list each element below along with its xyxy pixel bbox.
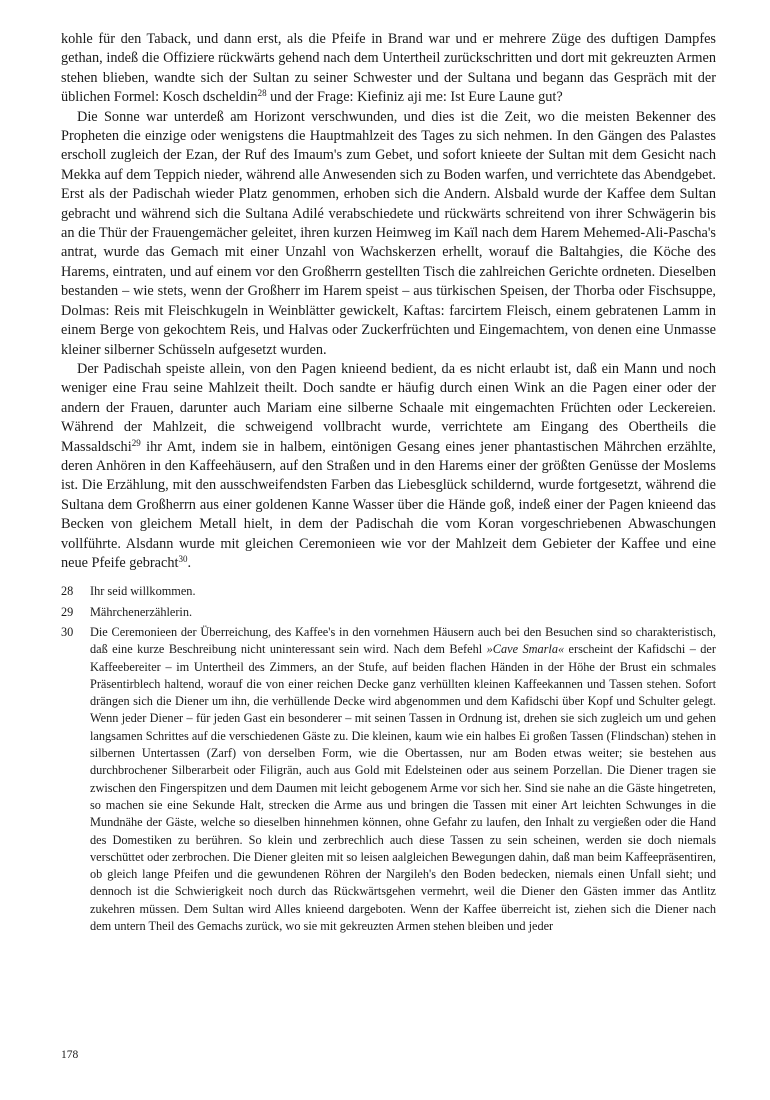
footnote-number: 30 (61, 624, 74, 639)
paragraph-3 (61, 360, 716, 573)
paragraph-1 (61, 30, 716, 108)
footnote-28 (61, 583, 716, 600)
footnote-text: Ihr seid willkommen. (90, 584, 196, 599)
footnote-number: 29 (61, 604, 74, 619)
footnote-text-start: Die Ceremonieen der Überreichung, des Kaffee's in den vornehmen Häusern auch bei den Besuchen sind so charakteristisch, daß eine kurze Beschreibung nicht uninteressant sein wird. Nach dem Befehl (90, 624, 716, 657)
footnote-number: 28 (61, 584, 74, 599)
footnote-text-rest: erscheint der Kafidschi – der Kaffeebereiter – im Untertheil des Zimmers, an der Stufe, auf beiden flachen Händen in der Höhe der Brust ein schmales Präsentirblech haltend, worauf die von einer reichen Decke ganz verhüllten kleinen Kaffeekannen und Tassen stehen. Sofort drängen sich die Diener um ihn, die verhüllende Decke wird abgenommen und dem Kafidschi über Kopf und Schulter gelegt. Wenn jeder Diener – für jeden Gast ein besonderer – mit seinen Tassen in Ordnung ist, drehen sie sich zugleich um und gehen langsamen Schrittes auf die verschiedenen Gäste zu. Die kleinen, kaum wie ein halbes Ei großen Tassen (Flindschan) stehen in silbernen Untertassen (Zarf) von derselben Form, wie die Obertassen, nur am Boden etwas weiter; sie bestehen aus durchbrochener Silberarbeit oder Filigrän, auch aus Gold mit Edelsteinen oder aus seinem Porzellan. Die Diener tragen sie zwischen den Fingerspitzen und dem Daumen mit leicht gebogenem Arme vor sich her. Sind sie nahe an die Gäste hingetreten, so machen sie eine Sekunde Halt, strecken die Arme aus und bringen die Tassen mit einer Art leichten Schwunges in die Mundnähe der Gäste, welche so dieselben hinnehmen können, ohne Gefahr zu laufen, den Inhalt zu vergießen oder die Hand des Domestiken zu berühren. So klein und zerbrechlich auch diese Tassen zu sein scheinen, werden sie doch niemals verschüttet oder zerbrochen. Die Diener gleiten mit so leisen aalgleichen Bewegungen dahin, daß man beim Kaffeepräsentiren, ob gleich lange Pfeifen und die gewundenen Röhren der Nargileh's den Boden bedecken, niemals einen Unfall sieht; und dennoch ist die Schwierigkeit noch durch das Rückwärtsgehen vermehrt, weil die Diener den Gästen immer das Antlitz zukehren müssen. Dem Sultan wird Alles knieend dargeboten. Wenn der Kaffee überreicht ist, ziehen sich die Diener nach dem untern Theil des Gemachs zurück, wo sie mit gekreuzten Armen stehen bleiben und jeder (90, 642, 716, 934)
paragraph-2: Die Sonne war unterdeß am Horizont verschwunden, und dies ist die Zeit, wo die meisten Bekenner des Propheten die einzige oder wenigstens die Hauptmahlzeit des Tages zu sich nehmen. In den Gängen des Palastes erscholl zugleich der Ezan, der Ruf des Imaum's zum Gebet, und sofort knieete der Sultan mit dem Gesicht nach Mekka auf dem Teppich nieder, während alle Anwesenden sich zu Boden warfen, und verrichtete das Abendgebet. Erst als der Padischah wieder Platz genommen, erhoben sich die Andern. Alsbald wurde der Kaffee dem Sultan gebracht und während sich die Sultana Adilé verabschiedete und rückwärts schreitend von ihrer Schwägerin bis an die Thür der Frauengemächer geleitet, ihren kurzen Heimweg im Kaïl nach dem Harem Mehemed-Ali-Pascha's antrat, wurde das Gemach mit einer Unzahl von Wachskerzen erhellt, worauf die Baltahgies, die Köche des Harems, eintraten, und auf einem vor den Großherrn gestellten Tisch die zahlreichen Gerichte ordneten. Dieselben bestanden – wie stets, wenn der Großherr im Harem speist – aus türkischen Speisen, der Thorba oder Fischsuppe, Dolmas: Reis mit Fleischkugeln in Weinblätter gewickelt, Kaftas: farcirtem Fleisch, einem gebratenen Lamm in einem Berge von gekochtem Reis, und Halvas oder Zuckerfrüchten und Eingemachtem, von denen eine Unmasse kleiner silberner Schüsseln aufgesetzt wurden. (61, 108, 716, 358)
page-number: 178 (61, 1049, 79, 1061)
paragraph-3-end: . (187, 554, 192, 571)
footnote-29 (61, 604, 716, 621)
footnote-ref-28[interactable]: 28 (257, 88, 267, 99)
footnote-ref-29[interactable]: 29 (131, 437, 141, 448)
main-text (61, 30, 716, 573)
footnotes (61, 583, 716, 935)
paragraph-3-text: Der Padischah speiste allein, von den Pagen knieend bedient, da es nicht erlaubt ist, daß ein Mann und noch weniger eine Frau seine Mahlzeit theilt. Doch sandte er häufig durch einen Wink an die Pagen einer oder der andern der Frauen, darunter auch Mariam eine silberne Schaale mit eingemachten Früchten oder Leckereien. Während der Mahlzeit, die schweigend vollbracht wurde, verrichtete am Eingang des Obertheils die Massaldschi (61, 360, 716, 455)
paragraph-1-end: und der Frage: Kiefiniz aji me: Ist Eure Laune gut? (266, 89, 563, 106)
paragraph-3-mid: ihr Amt, indem sie in halbem, eintönigen Gesang eines jener phantastischen Mährchen erzählte, deren Anhören in den Kaffeehäusern, auf den Straßen und in den Harems einer der größten Genüsse der Moslems ist. Die Erzählung, mit den ausschweifendsten Farben das Liebesglück schildernd, wurde fortgesetzt, während die Sultana dem Großherrn aus einer goldenen Kanne Wasser über die Hände goß, indeß einer der Pagen knieend das Becken von gleichem Metall hielt, in dem der Padischah die vom Koran vorgeschriebenen Abwaschungen vollführte. Alsdann wurde mit gleichen Ceremonieen wie vor der Mahlzeit dem Gebieter der Kaffee und eine neue Pfeife gebracht (61, 438, 716, 571)
page-body (61, 30, 716, 938)
footnote-30 (61, 624, 716, 935)
footnote-ref-30[interactable]: 30 (178, 553, 188, 564)
paragraph-1-text: kohle für den Taback, und dann erst, als die Pfeife in Brand war und er mehrere Züge des duftigen Dampfes gethan, indeß die Offiziere rückwärts gehend nach dem Untertheil zurückschritten und dort mit gekreuzten Armen stehen blieben, wandte sich der Sultan zu seiner Schwester und der Sultana und begann das Gespräch mit der üblichen Formel: Kosch dscheldin (61, 31, 716, 106)
footnote-text: Mährchenerzählerin. (90, 604, 193, 619)
footnote-text (90, 624, 716, 935)
footnote-italic-command: »Cave Smarla« (486, 642, 565, 657)
